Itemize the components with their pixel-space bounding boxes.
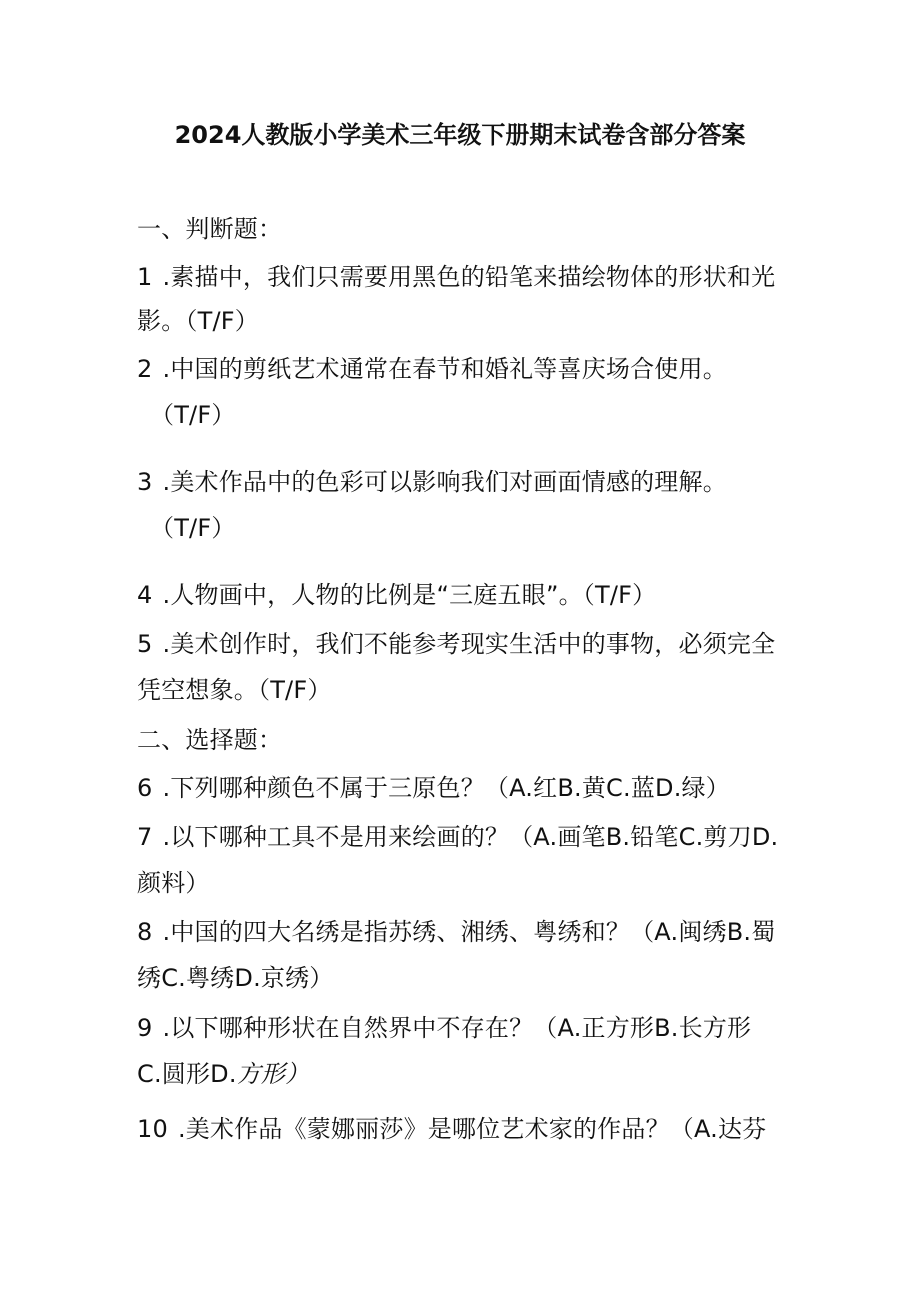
question-5-line-1 xyxy=(137,627,775,661)
section-heading-true-false: 一、判断题： xyxy=(137,215,283,243)
question-7-line-1 xyxy=(137,820,778,854)
question-8-line-2: 绣C.粤绣D.京绣） xyxy=(137,964,334,992)
question-number: 9 xyxy=(137,1014,153,1042)
page-title: 2024人教版小学美术三年级下册期末试卷含部分答案 xyxy=(174,121,746,149)
question-1-line-1 xyxy=(137,260,775,294)
question-number: 8 xyxy=(137,918,153,946)
question-3-line-2: （T/F） xyxy=(150,514,236,542)
question-1-line-2: 影。（T/F） xyxy=(137,307,259,335)
question-7-line-2: 颜料） xyxy=(137,869,210,897)
question-number: 1 xyxy=(137,263,153,291)
question-text: .以下哪种工具不是用来绘画的？（A.画笔B.铅笔C.剪刀D. xyxy=(162,823,779,851)
question-text-italic: 方形） xyxy=(236,1060,310,1088)
question-5-line-2: 凭空想象。（T/F） xyxy=(137,676,332,704)
question-9-line-1 xyxy=(137,1011,751,1045)
question-9-line-2 xyxy=(137,1057,309,1091)
section-heading-multiple-choice: 二、选择题： xyxy=(137,726,283,754)
question-number: 6 xyxy=(137,774,153,802)
question-text: .美术作品《蒙娜丽莎》是哪位艺术家的作品？（A.达芬 xyxy=(177,1115,767,1143)
question-6-line-1 xyxy=(137,771,730,805)
question-2-line-2: （T/F） xyxy=(150,401,236,429)
question-2-line-1 xyxy=(137,352,727,386)
question-text: .下列哪种颜色不属于三原色？（A.红B.黄C.蓝D.绿） xyxy=(162,774,730,802)
question-10-line-1 xyxy=(137,1112,766,1146)
question-8-line-1 xyxy=(137,915,775,949)
question-number: 2 xyxy=(137,355,153,383)
question-number: 7 xyxy=(137,823,153,851)
question-text: .人物画中，人物的比例是“三庭五眼”。（T/F） xyxy=(162,581,657,609)
question-text: .美术创作时，我们不能参考现实生活中的事物，必须完全 xyxy=(162,630,776,658)
question-text: .中国的四大名绣是指苏绣、湘绣、粤绣和？（A.闽绣B.蜀 xyxy=(162,918,776,946)
question-4-line-1 xyxy=(137,578,656,612)
question-text: .美术作品中的色彩可以影响我们对画面情感的理解。 xyxy=(162,468,727,496)
question-text: C.圆形D. xyxy=(137,1060,237,1088)
question-number: 4 xyxy=(137,581,153,609)
question-number: 5 xyxy=(137,630,153,658)
question-text: .素描中，我们只需要用黑色的铅笔来描绘物体的形状和光 xyxy=(162,263,776,291)
question-number: 10 xyxy=(137,1115,168,1143)
question-number: 3 xyxy=(137,468,153,496)
question-text: .中国的剪纸艺术通常在春节和婚礼等喜庆场合使用。 xyxy=(162,355,727,383)
question-text: .以下哪种形状在自然界中不存在？（A.正方形B.长方形 xyxy=(162,1014,752,1042)
question-3-line-1 xyxy=(137,465,727,499)
